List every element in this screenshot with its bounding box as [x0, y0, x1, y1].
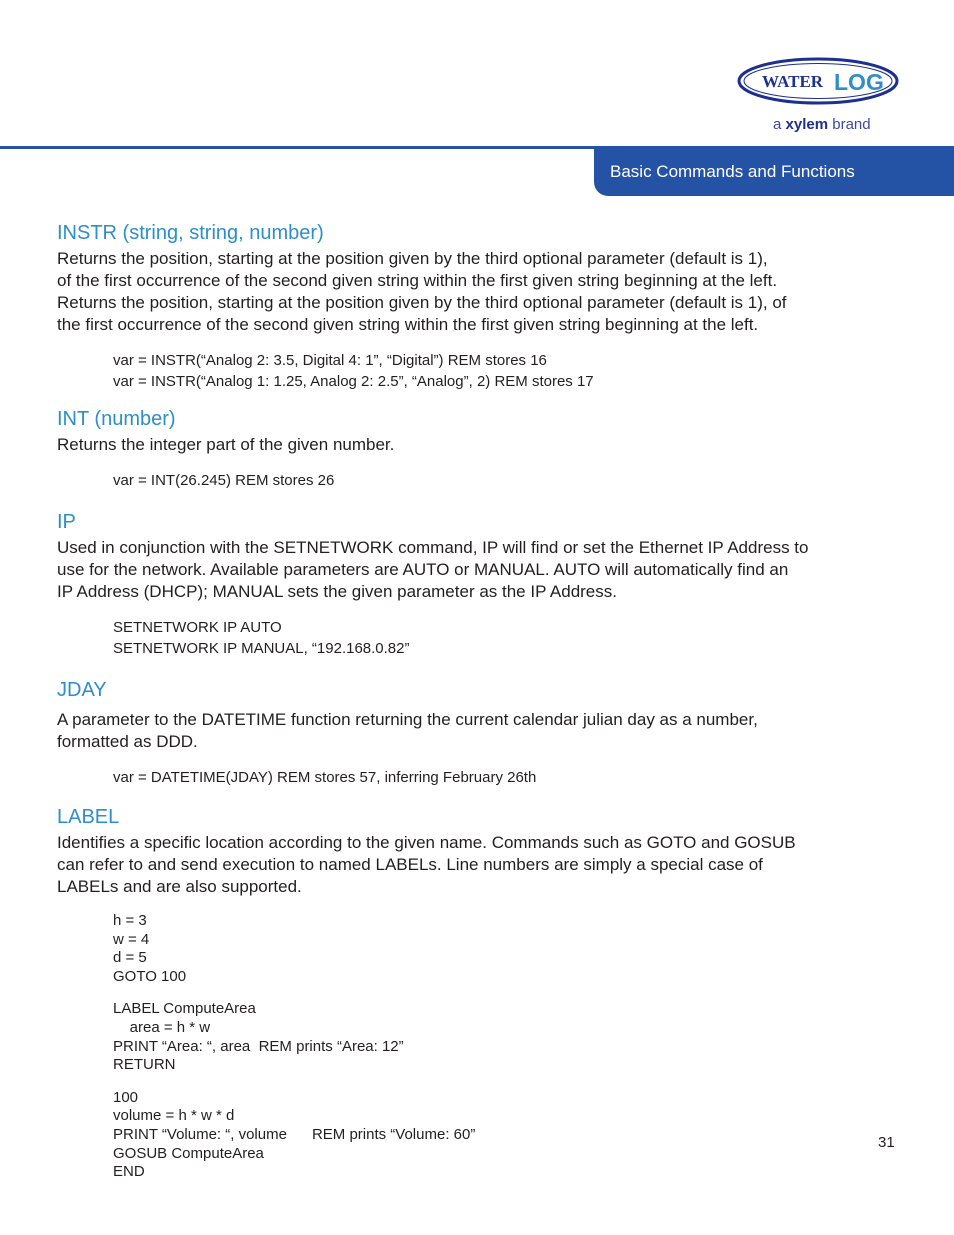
desc-line: can refer to and send execution to named LABELs. Line numbers are simply a special case of [57, 855, 763, 874]
brand-prefix: a [773, 116, 782, 133]
page-content [57, 220, 907, 1182]
code-example [113, 350, 907, 392]
code-line: var = DATETIME(JDAY) REM stores 57, inferring February 26th [113, 769, 537, 786]
desc-line: A parameter to the DATETIME function returning the current calendar julian day as a number, [57, 710, 758, 729]
section-int [57, 406, 907, 491]
section-title: INSTR (string, string, number) [57, 222, 324, 244]
code-example [113, 767, 907, 788]
page-number: 31 [878, 1134, 895, 1151]
code-line: var = INSTR(“Analog 2: 3.5, Digital 4: 1”, “Digital”) REM stores 16 [113, 352, 547, 369]
code-line: var = INSTR(“Analog 1: 1.25, Analog 2: 2.5”, “Analog”, 2) REM stores 17 [113, 373, 594, 390]
code-line: h = 3 [113, 912, 147, 929]
code-line: RETURN [113, 1056, 176, 1074]
code-line: SETNETWORK IP AUTO [113, 619, 282, 636]
code-line: var = INT(26.245) REM stores 26 [113, 472, 335, 489]
brand-tagline [773, 116, 871, 133]
code-line: SETNETWORK IP MANUAL, “192.168.0.82” [113, 640, 410, 657]
code-line: w = 4 [113, 930, 150, 948]
code-line: PRINT “Area: “, area REM prints “Area: 12” [113, 1037, 404, 1055]
svg-text:WATER: WATER [762, 72, 824, 91]
desc-line: Used in conjunction with the SETNETWORK command, IP will find or set the Ethernet IP Address to [57, 538, 809, 557]
section-description [57, 248, 907, 336]
section-description [57, 709, 907, 753]
code-line: END [113, 1163, 145, 1181]
desc-line: formatted as DDD. [57, 732, 198, 751]
section-description [57, 832, 907, 898]
code-block-label [113, 1000, 907, 1074]
code-line: LABEL ComputeArea [113, 1000, 256, 1018]
section-instr [57, 220, 907, 392]
section-description [57, 537, 907, 603]
code-example [113, 470, 907, 491]
code-example [113, 617, 907, 659]
desc-line: IP Address (DHCP); MANUAL sets the given parameter as the IP Address. [57, 582, 617, 601]
section-tab: Basic Commands and Functions [594, 149, 954, 196]
svg-text:LOG: LOG [834, 69, 884, 95]
desc-line: use for the network. Available parameters are AUTO or MANUAL. AUTO will automatically find an [57, 560, 789, 579]
brand-name: xylem [785, 116, 829, 133]
desc-line: Returns the position, starting at the position given by the third optional parameter (default is 1), of [57, 293, 787, 312]
desc-line: Returns the integer part of the given number. [57, 435, 395, 454]
code-line: PRINT “Volume: “, volume REM prints “Volume: 60” [113, 1125, 476, 1143]
code-line: d = 5 [113, 949, 147, 967]
section-jday [57, 677, 907, 788]
desc-line: LABELs and are also supported. [57, 877, 302, 896]
section-title: JDAY [57, 679, 107, 701]
waterlog-logo [736, 56, 900, 106]
section-label [57, 804, 907, 1182]
code-line: GOSUB ComputeArea [113, 1144, 264, 1162]
section-description [57, 434, 907, 456]
section-title: LABEL [57, 806, 120, 828]
section-title: INT (number) [57, 408, 176, 430]
desc-line: Identifies a specific location according to the given name. Commands such as GOTO and GOSUB [57, 833, 796, 852]
code-line: GOTO 100 [113, 967, 187, 985]
code-line: 100 [113, 1088, 139, 1106]
desc-line: of the first occurrence of the second given string within the first given string beginning at the left. [57, 271, 778, 290]
desc-line: Returns the position, starting at the position given by the third optional parameter (default is 1), [57, 249, 768, 268]
code-line: volume = h * w * d [113, 1107, 235, 1125]
desc-line: the first occurrence of the second given string within the first given string beginning at the left. [57, 315, 759, 334]
code-block-main [113, 1089, 907, 1182]
code-block-vars [113, 912, 907, 986]
code-line: area = h * w [113, 1018, 211, 1036]
brand-suffix: brand [832, 116, 871, 133]
section-ip [57, 509, 907, 659]
section-title: IP [57, 511, 76, 533]
